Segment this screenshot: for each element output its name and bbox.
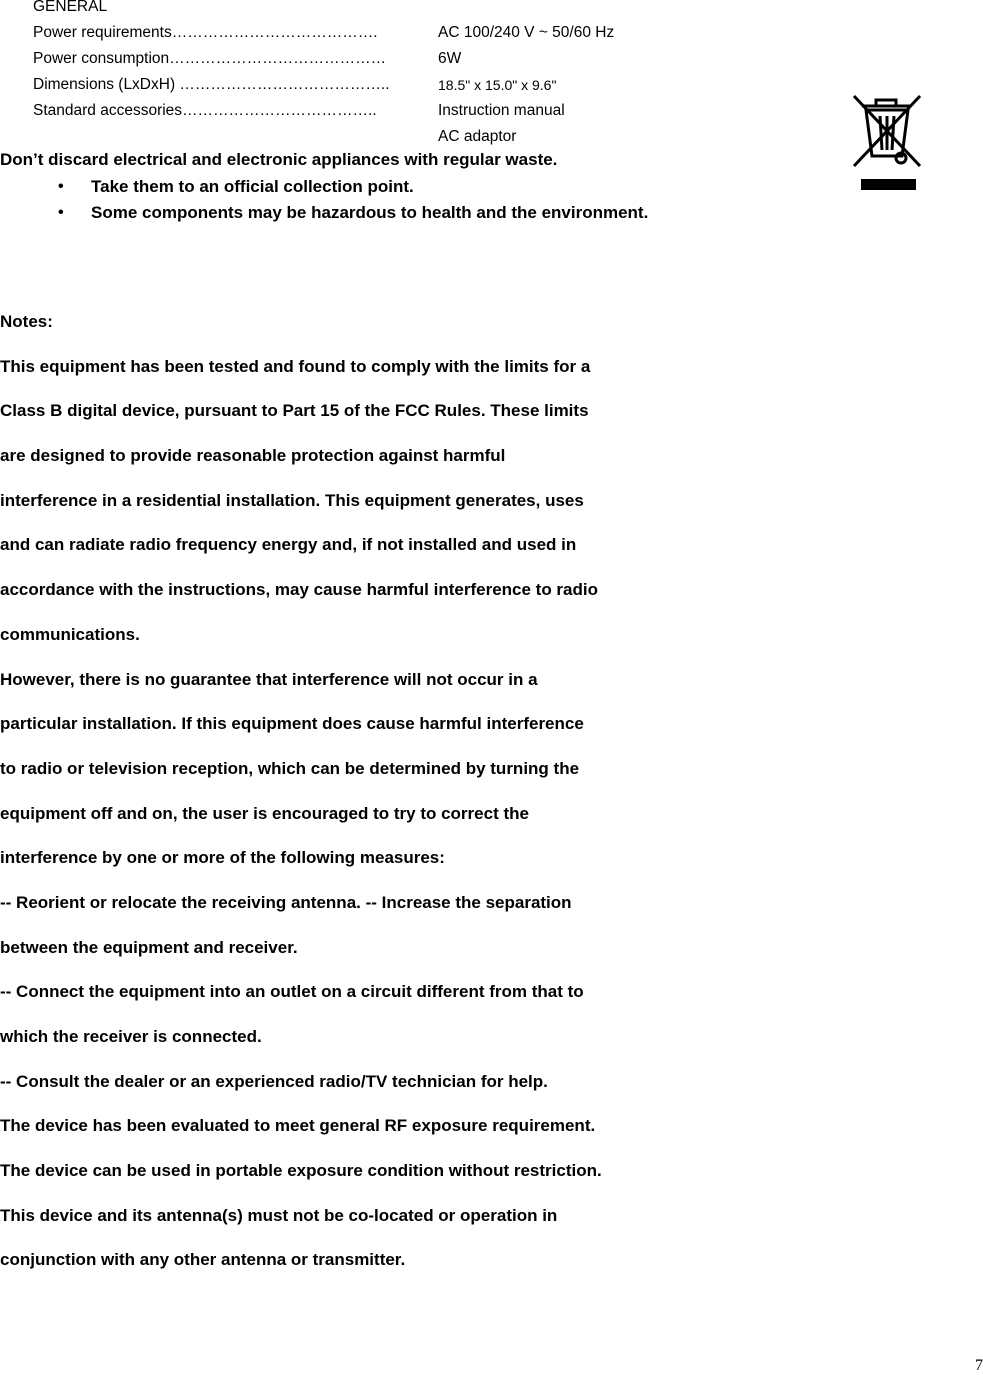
notes-line: interference by one or more of the following measures:: [0, 848, 445, 868]
spec-value-ac-adaptor: AC adaptor: [438, 128, 517, 145]
notes-line: which the receiver is connected.: [0, 1027, 262, 1046]
notes-line: -- Consult the dealer or an experienced radio/TV technician for help.: [0, 1071, 548, 1091]
notes-line: between the equipment and receiver.: [0, 937, 298, 957]
notes-line: -- Reorient or relocate the receiving antenna. -- Increase the separation: [0, 892, 572, 912]
notes-line: This device and its antenna(s) must not be co-located or operation in: [0, 1205, 558, 1225]
notes-line: equipment off and on, the user is encouraged to try to correct the: [0, 803, 529, 823]
disposal-headline: Don’t discard electrical and electronic appliances with regular waste.: [0, 150, 558, 169]
notes-line: -- Connect the equipment into an outlet on a circuit different from that to: [0, 982, 584, 1002]
spec-label-power-consumption: Power consumption……………………………………: [33, 50, 387, 67]
disposal-bullet: • Take them to an official collection point.: [0, 174, 648, 200]
notes-line: accordance with the instructions, may cause harmful interference to radio: [0, 580, 598, 600]
notes-line: The device has been evaluated to meet general RF exposure requirement.: [0, 1116, 596, 1136]
notes-line: This equipment has been tested and found to comply with the limits for a: [0, 356, 591, 376]
spec-value-power-requirements: AC 100/240 V ~ 50/60 Hz: [438, 24, 615, 41]
notes-line: and can radiate radio frequency energy and, if not installed and used in: [0, 535, 577, 555]
spec-label-standard-accessories: Standard accessories………………………………..: [33, 102, 377, 119]
spec-label-power-requirements: Power requirements………………………………….: [33, 24, 378, 41]
spec-value-power-consumption: 6W: [438, 50, 462, 67]
notes-heading: Notes:: [0, 312, 53, 331]
spec-label-dimensions: Dimensions (LxDxH) …………………………………..: [33, 76, 390, 93]
specs-heading: GENERAL: [33, 0, 108, 15]
spec-value-instruction-manual: Instruction manual: [438, 102, 565, 119]
crossed-out-wheelie-bin-icon: [852, 92, 924, 194]
notes-line: communications.: [0, 624, 140, 644]
notes-line: particular installation. If this equipment does cause harmful interference: [0, 714, 584, 734]
notes-line: interference in a residential installation. This equipment generates, uses: [0, 490, 584, 510]
disposal-bullet-list: [0, 174, 648, 226]
notes-line: However, there is no guarantee that interference will not occur in a: [0, 669, 538, 689]
notes-line: Class B digital device, pursuant to Part 15 of the FCC Rules. These limits: [0, 401, 589, 421]
notes-line: are designed to provide reasonable protection against harmful: [0, 446, 506, 466]
notes-line: conjunction with any other antenna or transmitter.: [0, 1250, 406, 1270]
notes-line: to radio or television reception, which can be determined by turning the: [0, 758, 580, 778]
specs-block: [0, 0, 700, 154]
notes-line: The device can be used in portable exposure condition without restriction.: [0, 1161, 602, 1181]
notes-section: [0, 309, 602, 1292]
spec-value-dimensions: 18.5" x 15.0" x 9.6": [438, 77, 557, 93]
page-number: 7: [975, 1357, 983, 1374]
disposal-bullet: • Some components may be hazardous to health and the environment.: [0, 200, 648, 226]
